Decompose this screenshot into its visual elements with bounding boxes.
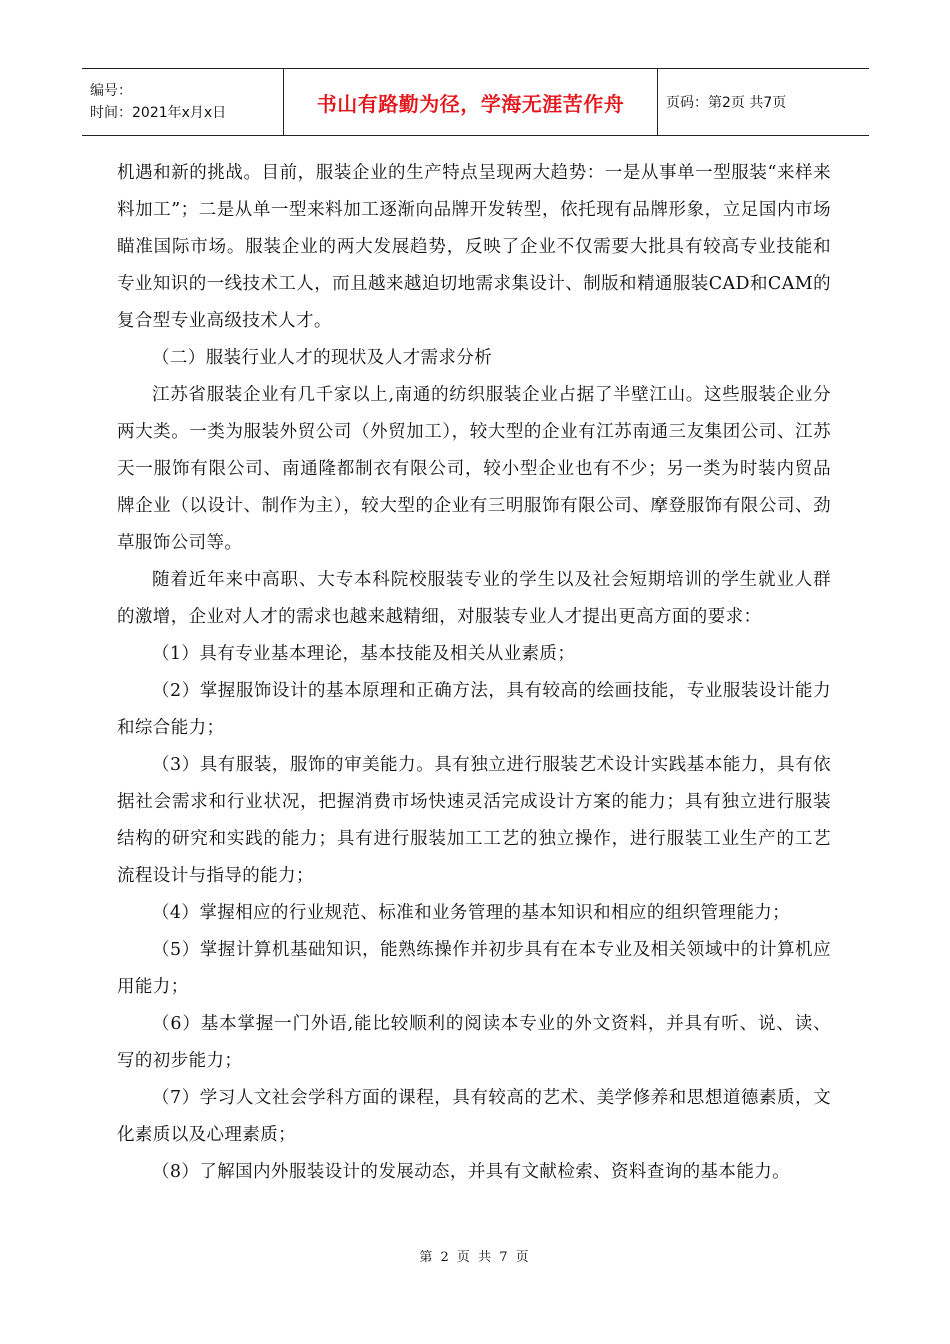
requirement-item: （4）掌握相应的行业规范、标准和业务管理的基本知识和相应的组织管理能力； — [152, 903, 791, 923]
paragraph: 机遇和新的挑战。目前，服装企业的生产特点呈现两大趋势：一是从事单一型服装“来样来料加工”；二是从单一型来料加工逐渐向品牌开发转型，依托现有品牌形象，立足国内市场瞄准国际市场。服装企业的两大发展趋势，反映了企业不仅需要大批具有较高专业技能和专业知识的一线技术工人，而且越来越迫切地需求集设计、制版和精通服装CAD和CAM的复合型专业高级技术人才。 — [117, 163, 831, 331]
header-page-info: 页码：第2页 共7页 — [666, 95, 787, 111]
document-number-label: 编号： — [90, 83, 132, 99]
document-time: 时间：2021年x月x日 — [90, 105, 227, 121]
document-body — [117, 155, 831, 1191]
paragraph: 江苏省服装企业有几千家以上,南通的纺织服装企业占据了半壁江山。这些服装企业分两大类。一类为服装外贸公司（外贸加工），较大型的企业有江苏南通三友集团公司、江苏天一服饰有限公司、南通隆都制衣有限公司，较小型企业也有不少；另一类为时装内贸品牌企业（以设计、制作为主），较大型的企业有三明服饰有限公司、摩登服饰有限公司、劲草服饰公司等。 — [117, 385, 831, 553]
header-page-info-cell — [658, 69, 869, 135]
paragraph: 随着近年来中高职、大专本科院校服装专业的学生以及社会短期培训的学生就业人群的激增，企业对人才的需求也越来越精细，对服装专业人才提出更高方面的要求： — [117, 570, 831, 627]
page-footer: 第 2 页 共 7 页 — [419, 1250, 531, 1265]
requirement-item: （7）学习人文社会学科方面的课程，具有较高的艺术、美学修养和思想道德素质，文化素质以及心理素质； — [117, 1088, 831, 1145]
requirement-item: （8）了解国内外服装设计的发展动态，并具有文献检索、资料查询的基本能力。 — [152, 1162, 791, 1182]
section-heading: （二）服装行业人才的现状及人才需求分析 — [152, 348, 493, 368]
header-motto: 书山有路勤为径，学海无涯苦作舟 — [316, 91, 625, 116]
requirement-item: （6）基本掌握一门外语,能比较顺利的阅读本专业的外文资料，并具有听、说、读、写的初步能力； — [117, 1014, 831, 1071]
requirement-item: （1）具有专业基本理论，基本技能及相关从业素质； — [152, 644, 576, 664]
header-motto-cell — [283, 69, 658, 135]
header-meta — [82, 69, 283, 135]
requirement-item: （5）掌握计算机基础知识，能熟练操作并初步具有在本专业及相关领域中的计算机应用能力； — [117, 940, 831, 997]
page-header — [82, 68, 869, 136]
requirement-item: （3）具有服装，服饰的审美能力。具有独立进行服装艺术设计实践基本能力，具有依据社会需求和行业状况，把握消费市场快速灵活完成设计方案的能力；具有独立进行服装结构的研究和实践的能力；具有进行服装加工工艺的独立操作，进行服装工业生产的工艺流程设计与指导的能力； — [117, 755, 831, 886]
requirement-item: （2）掌握服饰设计的基本原理和正确方法，具有较高的绘画技能，专业服装设计能力和综合能力； — [117, 681, 831, 738]
